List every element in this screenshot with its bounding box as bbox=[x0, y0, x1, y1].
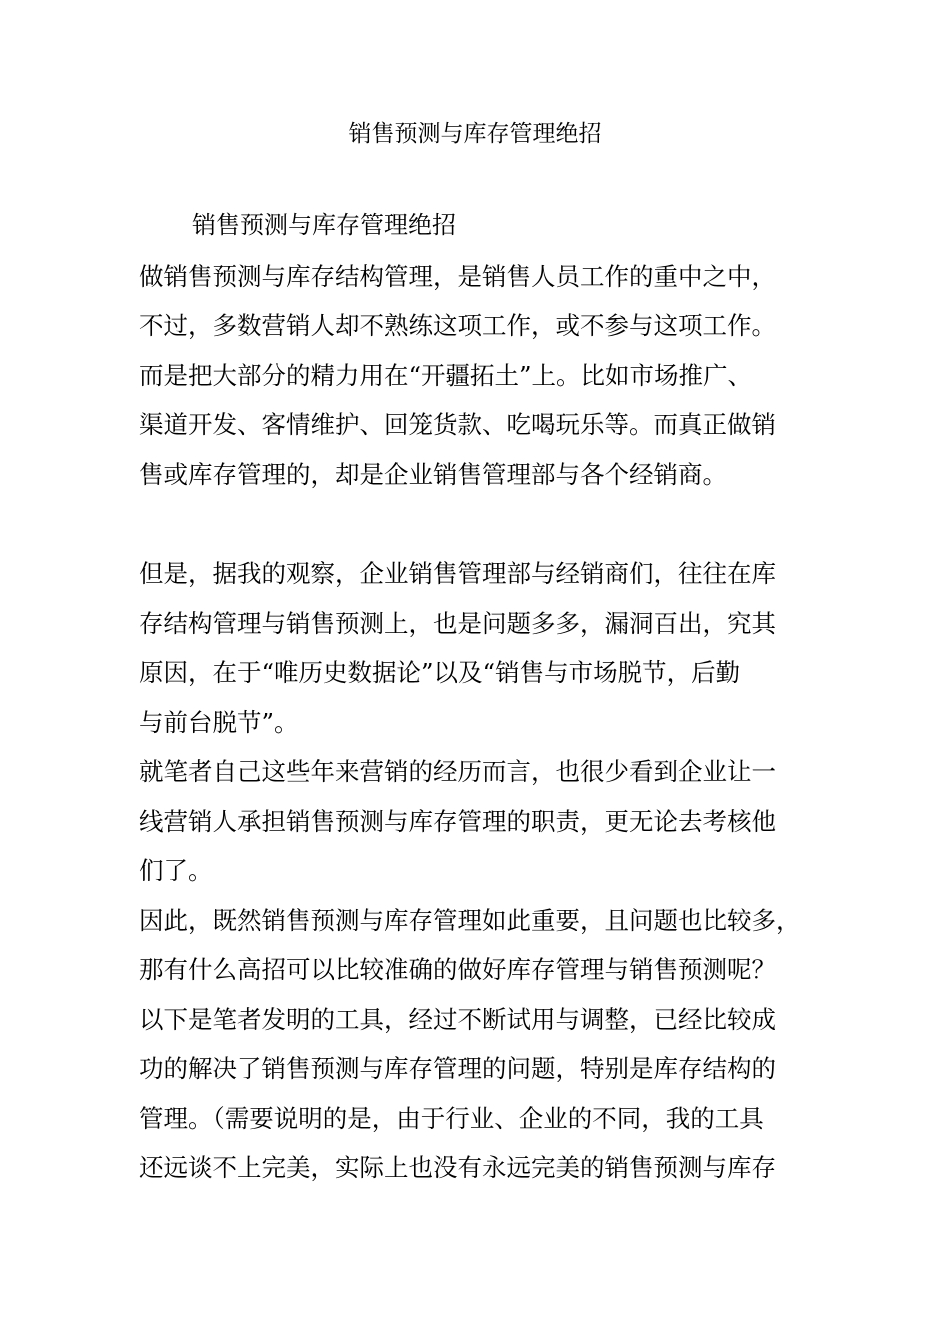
body-line: 就笔者自己这些年来营销的经历而言，也很少看到企业让一 bbox=[139, 757, 776, 786]
body-line: 那有什么高招可以比较准确的做好库存管理与销售预测呢？ bbox=[139, 955, 776, 984]
body-line: 原因，在于“唯历史数据论”以及“销售与市场脱节，后勤 bbox=[139, 658, 741, 687]
body-line: 做销售预测与库存结构管理，是销售人员工作的重中之中， bbox=[139, 262, 776, 291]
body-line: 但是，据我的观察，企业销售管理部与经销商们，往往在库 bbox=[139, 559, 776, 588]
body-line: 与前台脱节”。 bbox=[139, 708, 299, 737]
body-line: 管理。（需要说明的是，由于行业、企业的不同，我的工具 bbox=[139, 1104, 764, 1133]
body-line: 功的解决了销售预测与库存管理的问题，特别是库存结构的 bbox=[139, 1054, 776, 1083]
body-line: 售或库存管理的，却是企业销售管理部与各个经销商。 bbox=[139, 460, 727, 489]
body-line: 们了。 bbox=[139, 856, 213, 885]
body-line: 不过，多数营销人却不熟练这项工作，或不参与这项工作。 bbox=[139, 311, 776, 340]
document-title: 销售预测与库存管理绝招 bbox=[348, 121, 602, 147]
body-line: 还远谈不上完美，实际上也没有永远完美的销售预测与库存 bbox=[139, 1153, 776, 1182]
body-line: 存结构管理与销售预测上，也是问题多多，漏洞百出，究其 bbox=[139, 609, 776, 638]
document-subtitle: 销售预测与库存管理绝招 bbox=[192, 211, 456, 239]
body-line: 渠道开发、客情维护、回笼货款、吃喝玩乐等。而真正做销 bbox=[139, 410, 776, 439]
body-line: 以下是笔者发明的工具，经过不断试用与调整，已经比较成 bbox=[139, 1005, 776, 1034]
body-line: 线营销人承担销售预测与库存管理的职责，更无论去考核他 bbox=[139, 807, 776, 836]
body-line: 因此，既然销售预测与库存管理如此重要，且问题也比较多， bbox=[139, 906, 801, 935]
body-line: 而是把大部分的精力用在“开疆拓土”上。比如市场推广、 bbox=[139, 361, 753, 390]
